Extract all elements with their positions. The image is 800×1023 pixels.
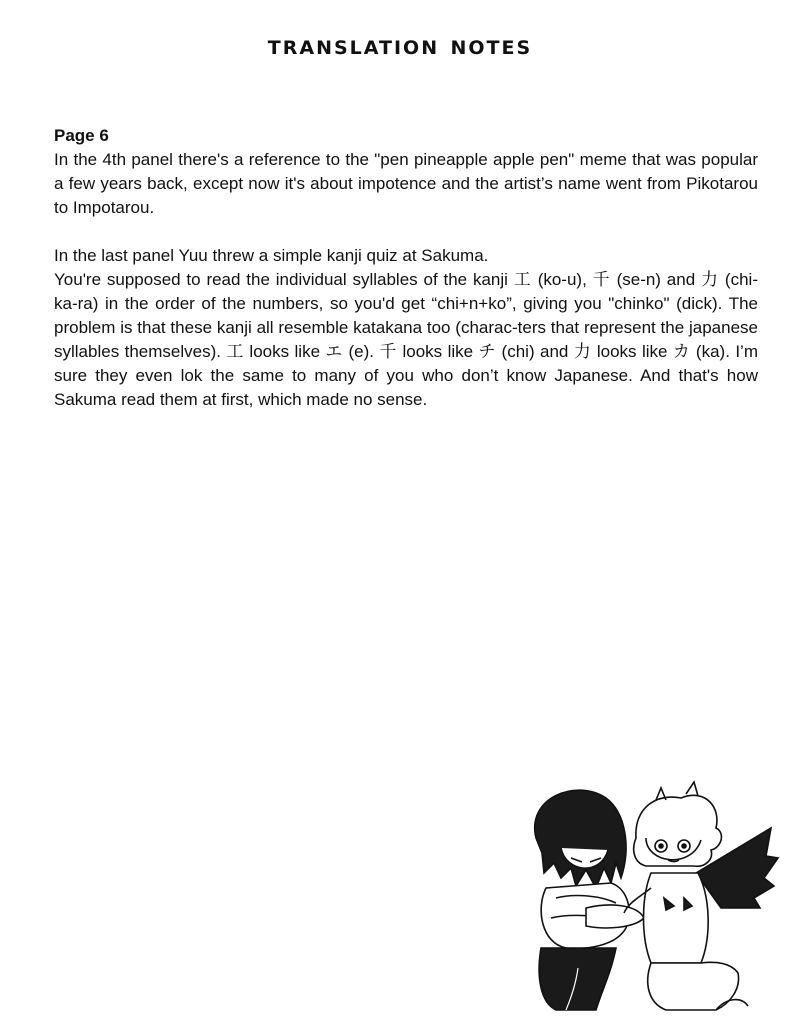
paragraph-spacer bbox=[54, 220, 758, 244]
paragraph-kanji-explanation: You're supposed to read the individual syllables of the kanji 工 (ko-u), 千 (se-n) and 力 (chi-ka-ra) in the order of the numbers, so you'd get “chi+n+ko”, giving you "chinko" (dick). The problem is that these kanji all resemble katakana too (charac-ters that represent the japanese syllables themselves). 工 looks like エ (e). 千 looks like チ (chi) and 力 looks like カ (ka). I’m sure they even lok the same to many of you who don’t know Japanese. And that's how Sakuma read them at first, which made no sense. bbox=[54, 270, 758, 409]
left-character-figure bbox=[535, 790, 644, 1010]
page-title: translation notes bbox=[267, 30, 533, 61]
paragraph-pen-pineapple: In the 4th panel there's a reference to the "pen pineapple apple pen" meme that was popular a few years back, except now it's about impotence and the artist’s name went from Pikotarou to Impotarou. bbox=[54, 150, 758, 217]
right-character-figure bbox=[624, 782, 778, 1010]
section-heading: Page 6 bbox=[54, 126, 109, 145]
manga-characters-illustration bbox=[516, 778, 780, 1018]
paragraph-kanji-quiz-intro: In the last panel Yuu threw a simple kanji quiz at Sakuma. bbox=[54, 246, 489, 265]
notes-body bbox=[54, 124, 758, 412]
